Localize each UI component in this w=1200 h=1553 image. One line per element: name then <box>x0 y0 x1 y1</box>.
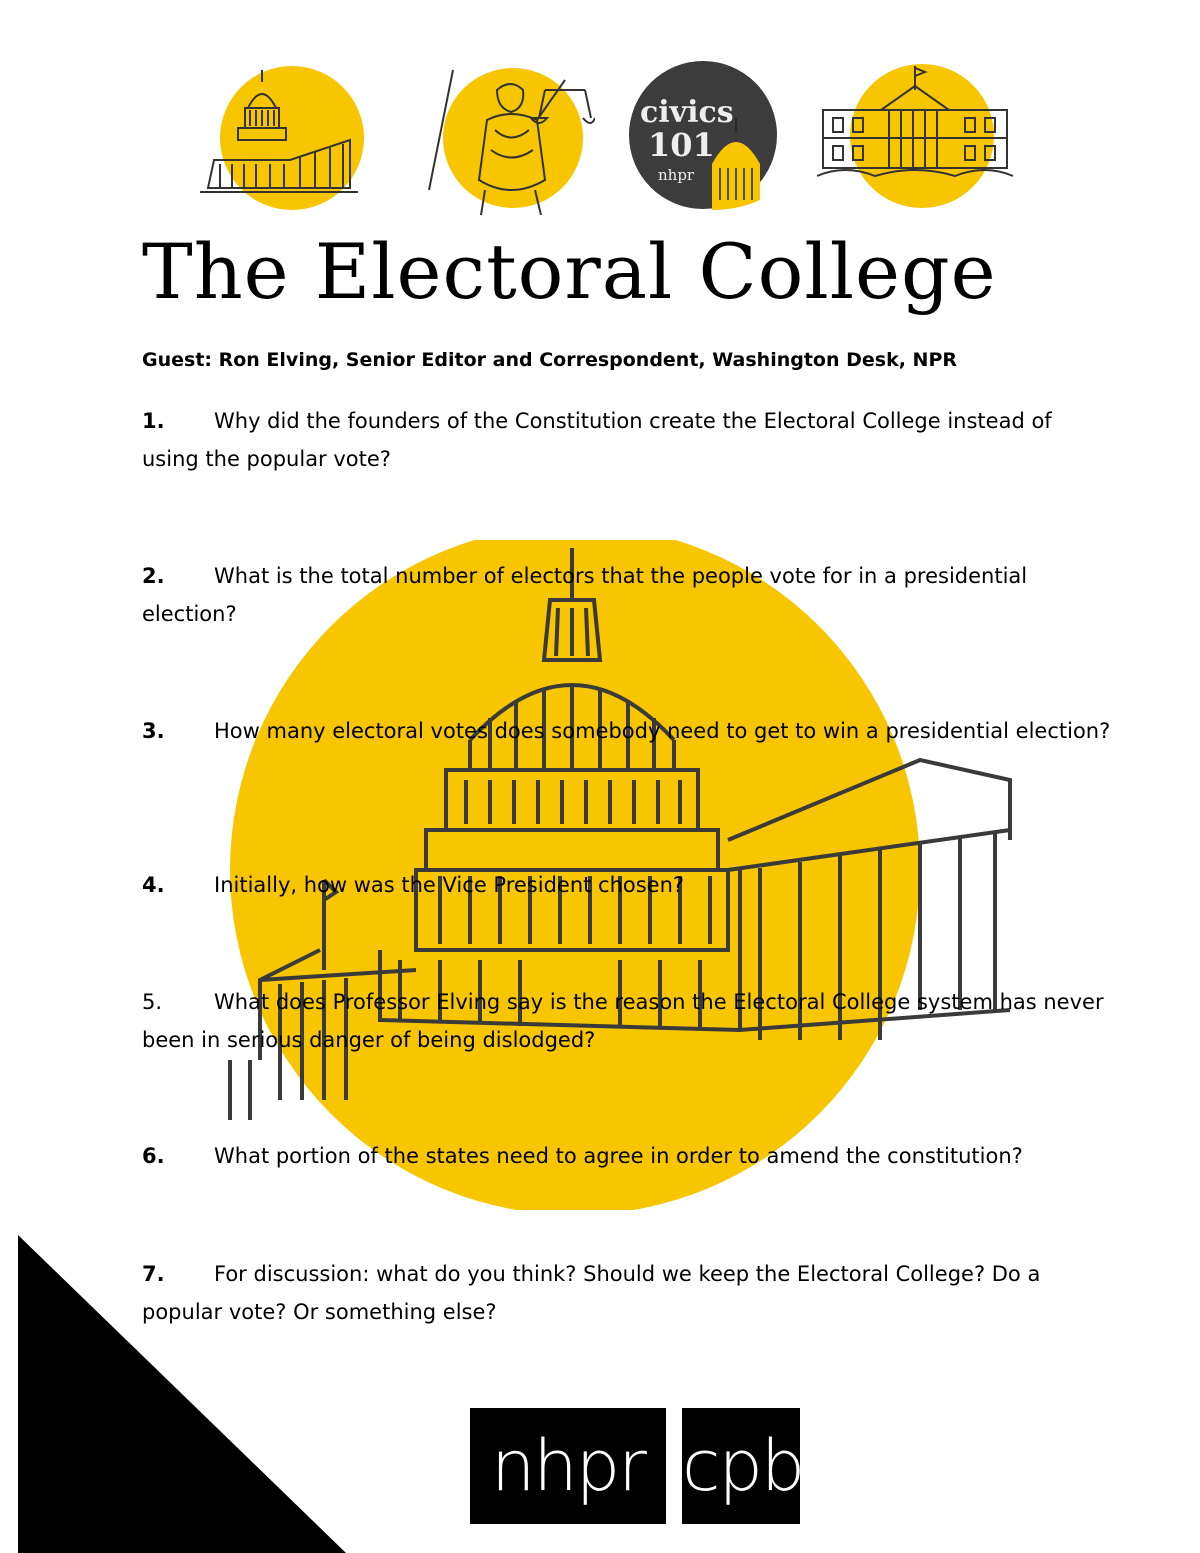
question-number: 5. <box>142 990 163 1014</box>
svg-text:nhpr: nhpr <box>658 166 695 184</box>
question-2 <box>142 557 1112 633</box>
question-text: What is the total number of electors that the people vote for in a presidential election? <box>142 564 1028 626</box>
guest-line: Guest: Ron Elving, Senior Editor and Correspondent, Washington Desk, NPR <box>142 349 957 371</box>
header-illustrations <box>140 50 1055 215</box>
nhpr-logo-text: nhpr <box>491 1425 645 1507</box>
question-text: For discussion: what do you think? Should we keep the Electoral College? Do a popular vote? Or something else? <box>142 1262 1041 1324</box>
question-number: 4. <box>142 873 165 897</box>
question-text: Why did the founders of the Constitution create the Electoral College instead of using the popular vote? <box>142 409 1052 471</box>
svg-text:101: 101 <box>648 126 715 164</box>
question-4 <box>142 866 1112 904</box>
question-text: How many electoral votes does somebody need to get to win a presidential election? <box>214 719 1111 743</box>
question-5 <box>142 983 1112 1059</box>
cpb-logo <box>682 1408 804 1524</box>
civics101-logo-badge <box>628 60 778 210</box>
capitol-badge <box>200 60 370 210</box>
page-title: The Electoral College <box>142 227 997 316</box>
question-1 <box>142 402 1112 478</box>
question-number: 3. <box>142 719 165 743</box>
question-6 <box>142 1137 1112 1175</box>
svg-text:civics: civics <box>640 95 734 130</box>
question-7 <box>142 1255 1112 1331</box>
cpb-logo-text: cpb <box>682 1425 804 1507</box>
question-number: 2. <box>142 564 165 588</box>
question-number: 7. <box>142 1262 165 1286</box>
question-3 <box>142 712 1112 750</box>
question-text: What does Professor Elving say is the reason the Electoral College system has never been in serious danger of being dislodged? <box>142 990 1104 1052</box>
white-house-badge <box>815 60 1015 210</box>
nhpr-logo <box>470 1408 666 1524</box>
question-text: What portion of the states need to agree in order to amend the constitution? <box>214 1144 1023 1168</box>
question-text: Initially, how was the Vice President chosen? <box>214 873 685 897</box>
lady-justice-badge <box>425 50 595 215</box>
question-number: 1. <box>142 409 165 433</box>
question-number: 6. <box>142 1144 165 1168</box>
